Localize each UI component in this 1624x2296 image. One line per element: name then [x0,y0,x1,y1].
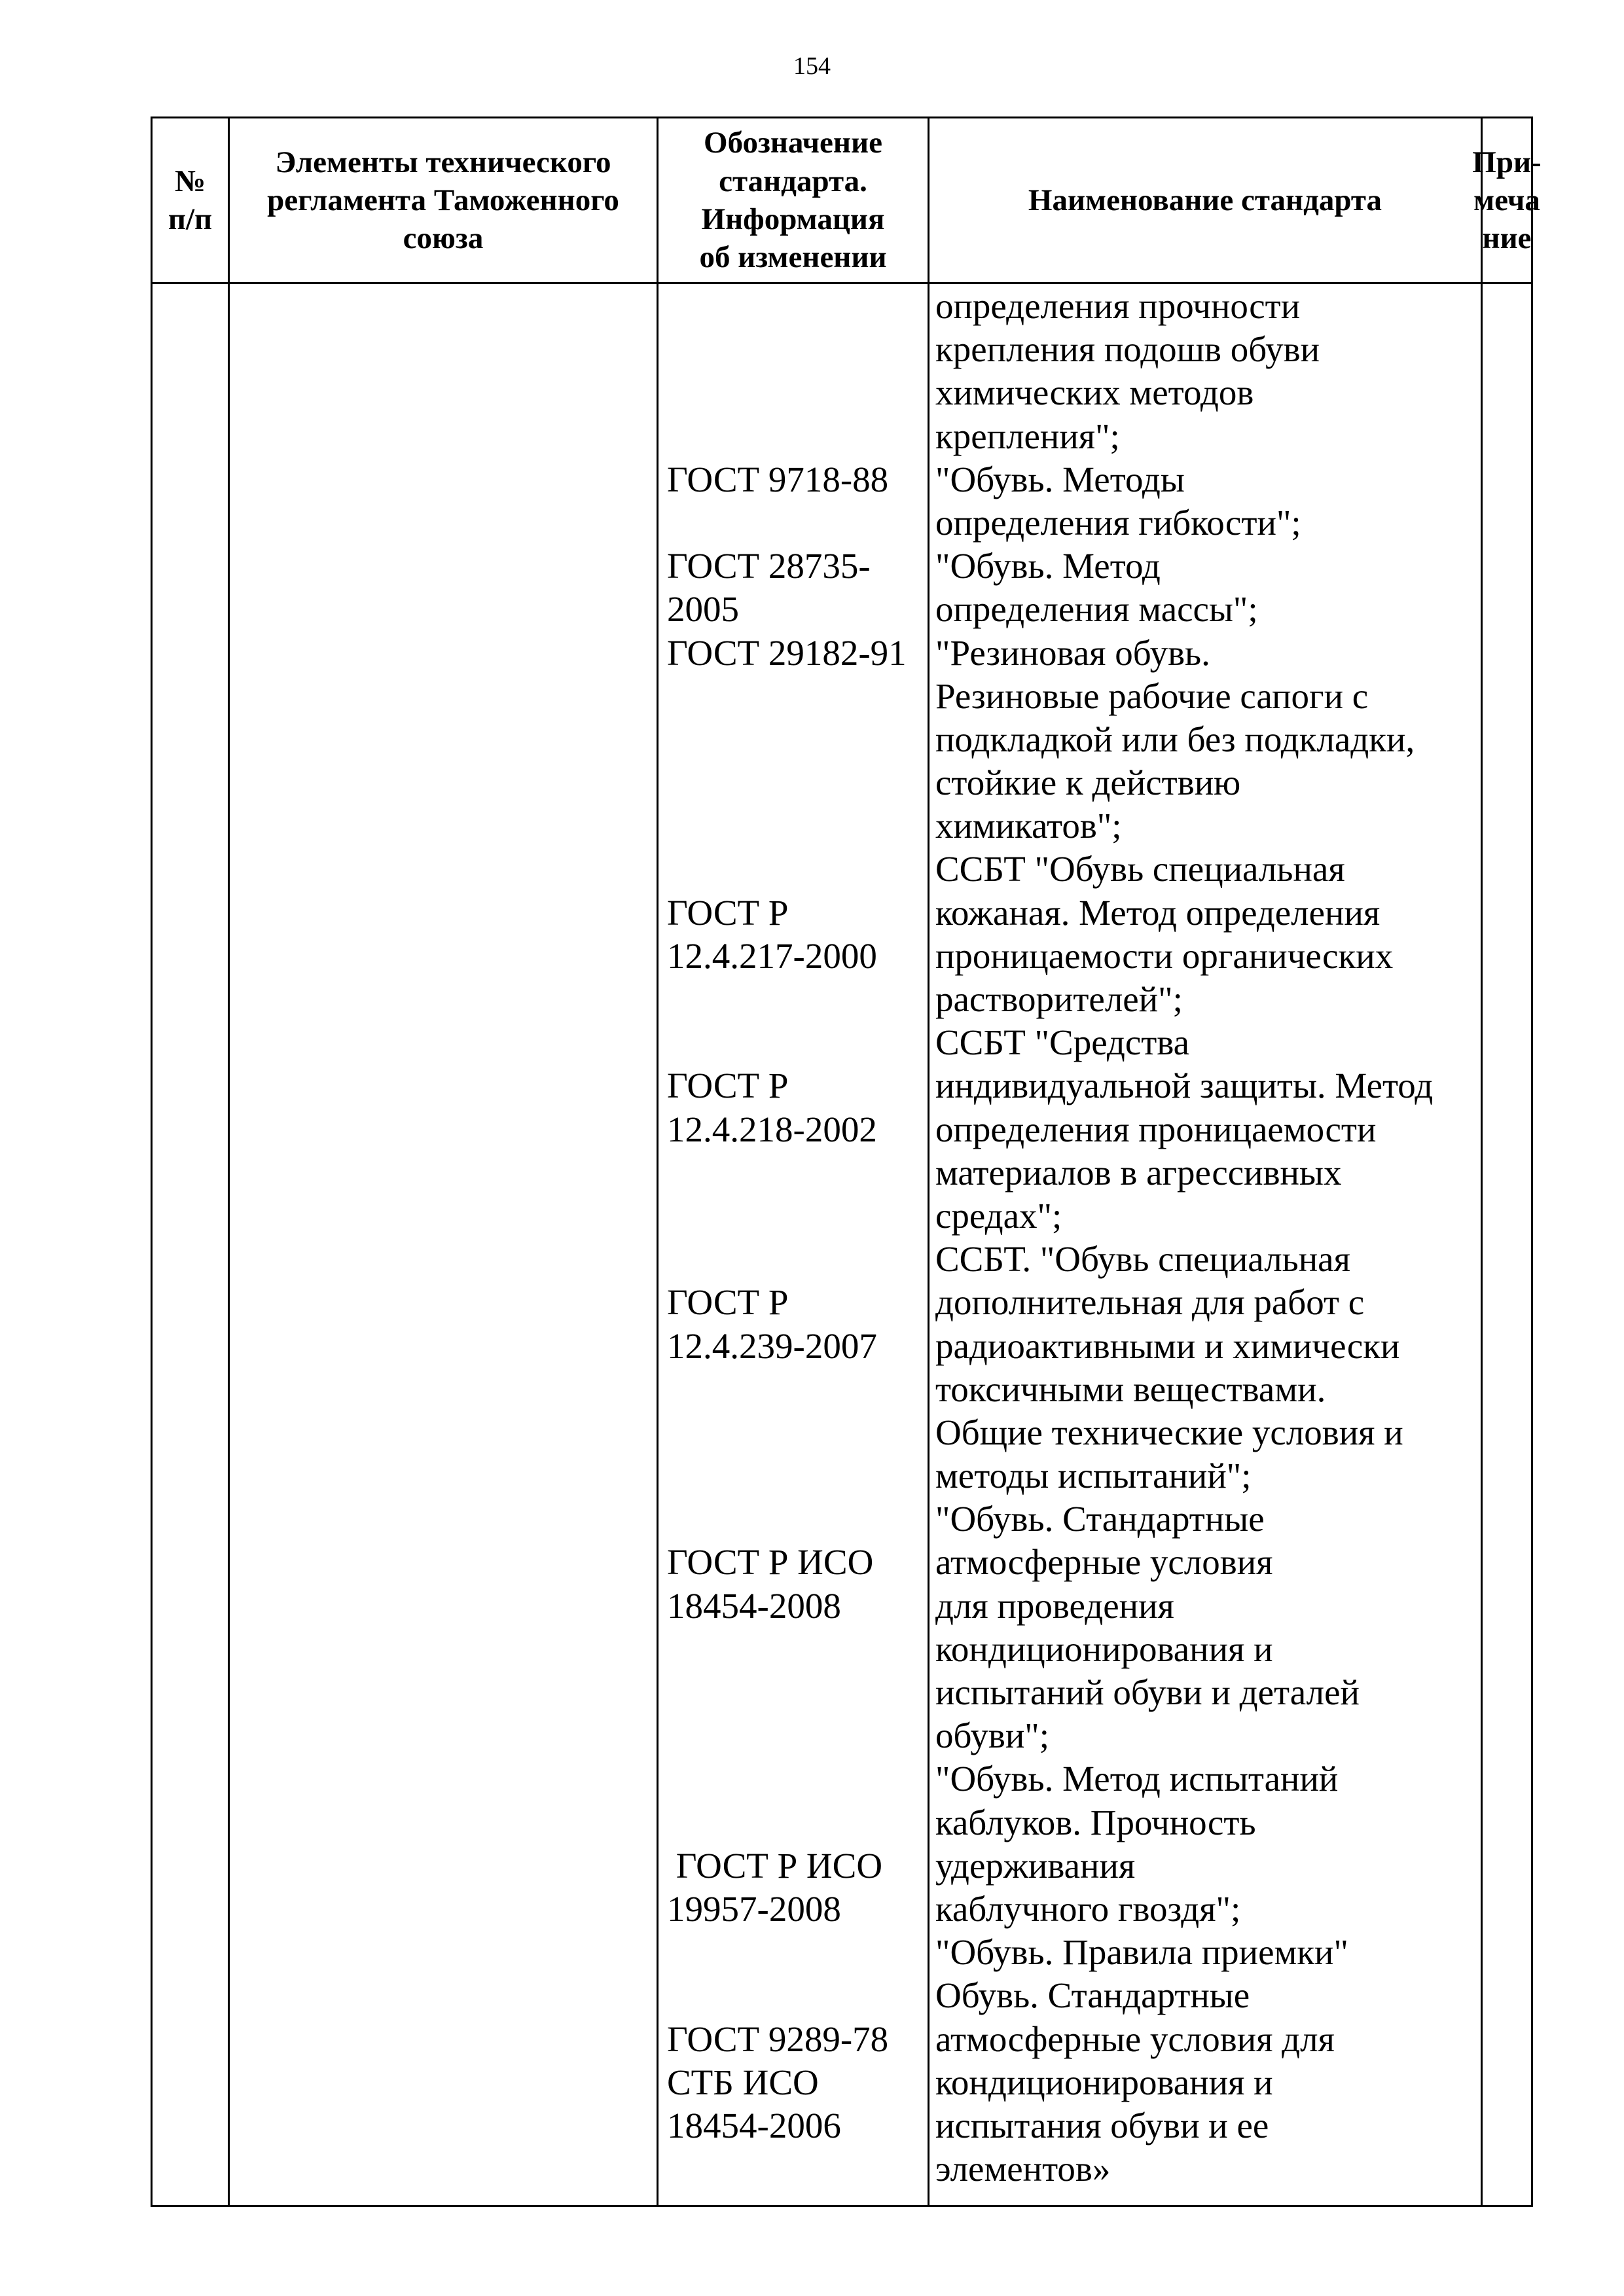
designation-line [667,978,926,1021]
designation-line [667,848,926,891]
standard-name-line: радиоактивными и химически [935,1325,1400,1366]
header-col-elements [230,118,657,282]
standard-name-line: средах"; [935,1195,1062,1236]
standard-name-line: каблучного гвоздя"; [935,1888,1241,1929]
header-col-note-line: ние [1482,221,1532,256]
designation-line: 19957-2008 [667,1888,841,1929]
header-col-elements-line: Элементы технического [275,145,611,179]
standard-name-line: Обувь. Стандартные [935,1975,1250,2016]
designation-line [667,371,926,414]
designation-line: ГОСТ 28735- [667,546,871,586]
standard-name-line: определения прочности [935,286,1301,326]
designation-line [667,1714,926,1757]
header-col-designation-line: Информация [701,202,885,236]
standard-name-line: кондиционирования и [935,2062,1273,2102]
standard-name-line: Общие технические условия и [935,1412,1403,1452]
header-col-elements-line: регламента Таможенного [267,183,619,217]
standard-name-line: стойкие к действию [935,762,1241,803]
standard-name-line: "Обувь. Метод испытаний [935,1759,1339,1799]
header-col-designation [659,118,928,282]
standard-name-line: ССБТ "Обувь специальная [935,849,1345,889]
designation-line [667,1454,926,1498]
designation-line: ГОСТ 9718-88 [667,459,889,499]
standard-name-line: дополнительная для работ с [935,1282,1365,1323]
page-number: 154 [793,52,831,80]
col-divider-1 [228,118,230,2205]
designation-line: ГОСТ 9289-78 [667,2018,889,2059]
standard-name-line: кондиционирования и [935,1628,1273,1669]
designation-line: 12.4.218-2002 [667,1109,877,1149]
standard-name-line: атмосферные условия [935,1542,1273,1583]
designation-line [667,718,926,761]
standard-name-line: удерживания [935,1845,1136,1886]
standard-name-line: "Резиновая обувь. [935,632,1210,673]
standard-name-line: обуви"; [935,1715,1050,1756]
header-col-elements-line: союза [403,221,484,256]
designation-line: ГОСТ Р ИСО [667,1542,874,1583]
standard-name-line: крепления подошв обуви [935,329,1320,370]
designation-line: 18454-2008 [667,1585,841,1626]
designation-line [667,285,926,328]
designation-line [667,675,926,718]
designation-line [667,501,926,545]
standard-name-line: испытания обуви и ее [935,2105,1269,2145]
designation-column [667,285,926,2147]
header-col-designation-line: стандарта. [719,164,867,198]
designation-line [667,1411,926,1454]
standard-name-line: индивидуальной защиты. Метод [935,1066,1434,1106]
designation-line: 12.4.239-2007 [667,1325,877,1366]
designation-line [667,804,926,848]
designation-line [667,328,926,371]
standard-name-line: токсичными веществами. [935,1369,1326,1409]
designation-line: ГОСТ Р [667,1282,789,1323]
standard-name-line: кожаная. Метод определения [935,892,1380,933]
standard-name-line: "Обувь. Правила приемки" [935,1932,1348,1973]
standard-name-line: материалов в агрессивных [935,1152,1342,1193]
standard-name-line: химических методов [935,372,1254,413]
designation-line [667,1974,926,2017]
designation-line [667,1671,926,1714]
designation-line: 12.4.217-2000 [667,935,877,976]
designation-line [667,761,926,804]
standard-name-line: крепления"; [935,416,1120,456]
designation-line [667,1194,926,1238]
standard-name-line: определения массы"; [935,589,1258,630]
designation-line [667,1801,926,1844]
standard-name-line: испытаний обуви и деталей [935,1672,1360,1712]
header-col-note [1472,118,1542,282]
header-col-designation-line: об изменении [699,240,887,275]
standard-name-line: химикатов"; [935,806,1122,846]
standard-name-line: определения проницаемости [935,1109,1377,1149]
designation-line: ГОСТ Р [667,892,789,933]
standard-name-line: Резиновые рабочие сапоги с [935,675,1369,716]
header-col-note-line: При- [1472,145,1542,179]
standard-name-line: методы испытаний"; [935,1456,1252,1496]
designation-line [667,1628,926,1671]
standard-name-line: атмосферные условия для [935,2018,1335,2059]
designation-line [667,1931,926,1974]
standard-name-line: "Обувь. Стандартные [935,1499,1265,1539]
standard-name-line: для проведения [935,1585,1174,1626]
standard-name-line: каблуков. Прочность [935,1802,1256,1842]
header-col-note-line: меча [1473,183,1540,217]
col-divider-3 [928,118,929,2205]
standard-name-line: проницаемости органических [935,935,1394,976]
designation-line: ГОСТ 29182-91 [667,632,907,673]
designation-line: 2005 [667,589,739,630]
standard-name-line: подкладкой или без подкладки, [935,719,1415,759]
header-col-designation-line: Обозначение [704,126,882,160]
designation-line: ГОСТ Р [667,1066,789,1106]
header-col-number-line: № [174,164,206,198]
standard-name-column [935,285,1479,2191]
standards-table [151,117,1542,2207]
col-divider-2 [657,118,659,2205]
designation-line [667,1498,926,1541]
header-col-name-line: Наименование стандарта [1028,183,1382,217]
standard-name-line: ССБТ "Средства [935,1022,1189,1063]
header-col-number-line: п/п [168,202,213,236]
designation-line [667,1757,926,1801]
designation-line [667,1368,926,1411]
header-col-number [153,118,228,282]
header-divider [153,282,1531,284]
designation-line: СТБ ИСО [667,2062,819,2102]
designation-line [667,1021,926,1064]
col-divider-4 [1481,118,1483,2205]
standard-name-line: определения гибкости"; [935,502,1301,543]
designation-line: 18454-2006 [667,2105,841,2145]
designation-line [667,1238,926,1281]
designation-line [667,1151,926,1194]
designation-line: ГОСТ Р ИСО [667,1845,883,1886]
designation-line [667,415,926,458]
standard-name-line: "Обувь. Метод [935,546,1161,586]
standard-name-line: элементов» [935,2149,1111,2189]
standard-name-line: "Обувь. Методы [935,459,1185,499]
standard-name-line: ССБТ. "Обувь специальная [935,1239,1350,1280]
header-col-name [929,118,1481,282]
standard-name-line: растворителей"; [935,979,1183,1019]
